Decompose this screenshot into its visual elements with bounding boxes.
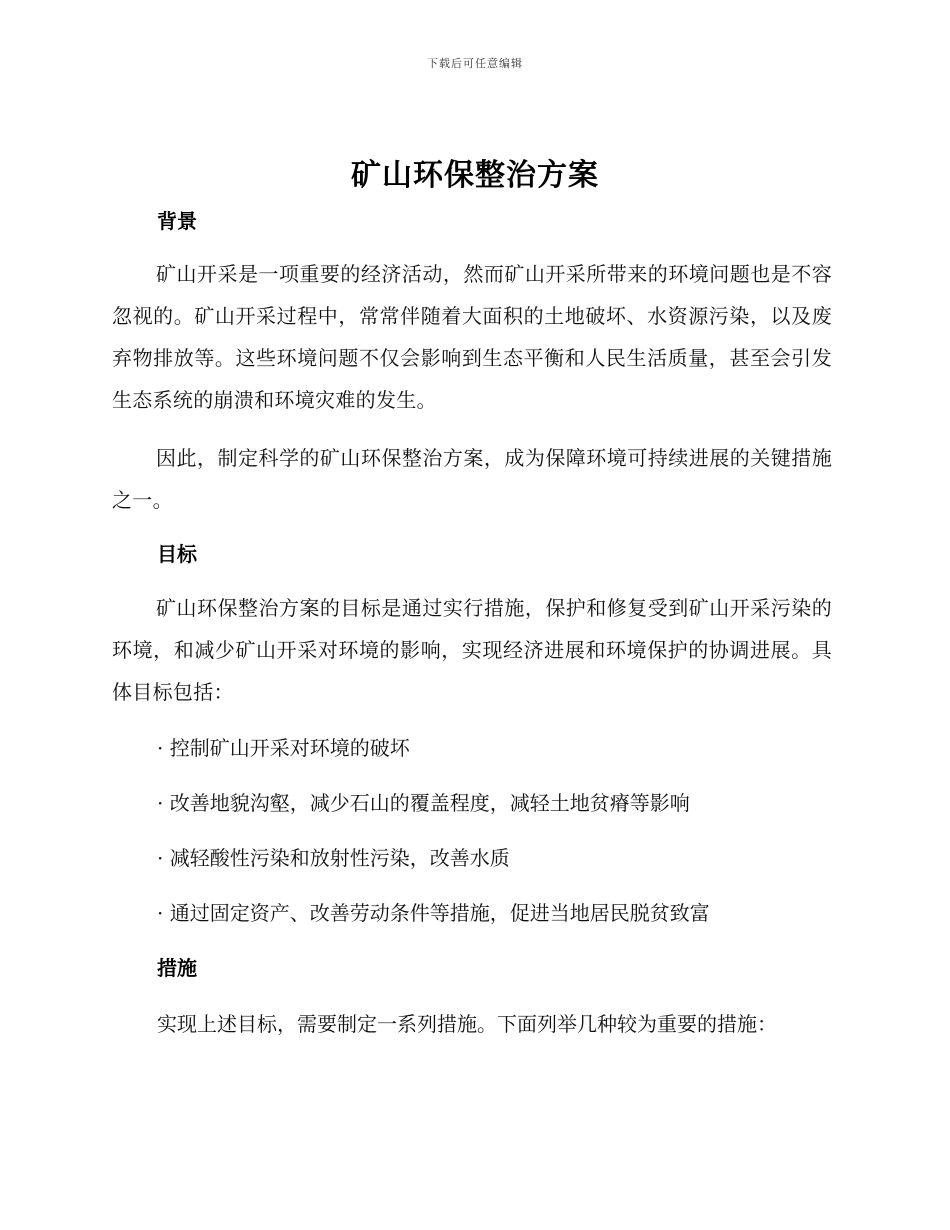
- goal-bullet-4: · 通过固定资产、改善劳动条件等措施，促进当地居民脱贫致富: [157, 901, 710, 925]
- measures-intro-paragraph: 实现上述目标，需要制定一系列措施。下面列举几种较为重要的措施：: [157, 1012, 777, 1036]
- background-paragraph-1: 矿山开采是一项重要的经济活动，然而矿山开采所带来的环境问题也是不容忽视的。矿山开采过程中，常常伴随着大面积的土地破坏、水资源污染，以及废弃物排放等。这些环境问题不仅会影响到生态平衡和人民生活质量，甚至会引发生态系统的崩溃和环境灾难的发生。: [112, 262, 832, 412]
- section-heading-goals: 目标: [157, 542, 197, 566]
- goal-bullet-2: · 改善地貌沟壑，减少石山的覆盖程度，减轻土地贫瘠等影响: [157, 791, 690, 815]
- goal-bullet-1: · 控制矿山开采对环境的破坏: [157, 736, 410, 760]
- goal-bullet-3: · 减轻酸性污染和放射性污染，改善水质: [157, 846, 510, 870]
- document-title: 矿山环保整治方案: [351, 158, 599, 193]
- header-note: 下载后可任意编辑: [427, 57, 523, 70]
- section-heading-measures: 措施: [157, 956, 197, 980]
- section-heading-background: 背景: [157, 209, 197, 233]
- goals-intro-paragraph: 矿山环保整治方案的目标是通过实行措施，保护和修复受到矿山开采污染的环境，和减少矿山开采对环境的影响，实现经济进展和环境保护的协调进展。具体目标包括：: [112, 596, 832, 704]
- background-paragraph-2: 因此，制定科学的矿山环保整治方案，成为保障环境可持续进展的关键措施之一。: [112, 446, 832, 512]
